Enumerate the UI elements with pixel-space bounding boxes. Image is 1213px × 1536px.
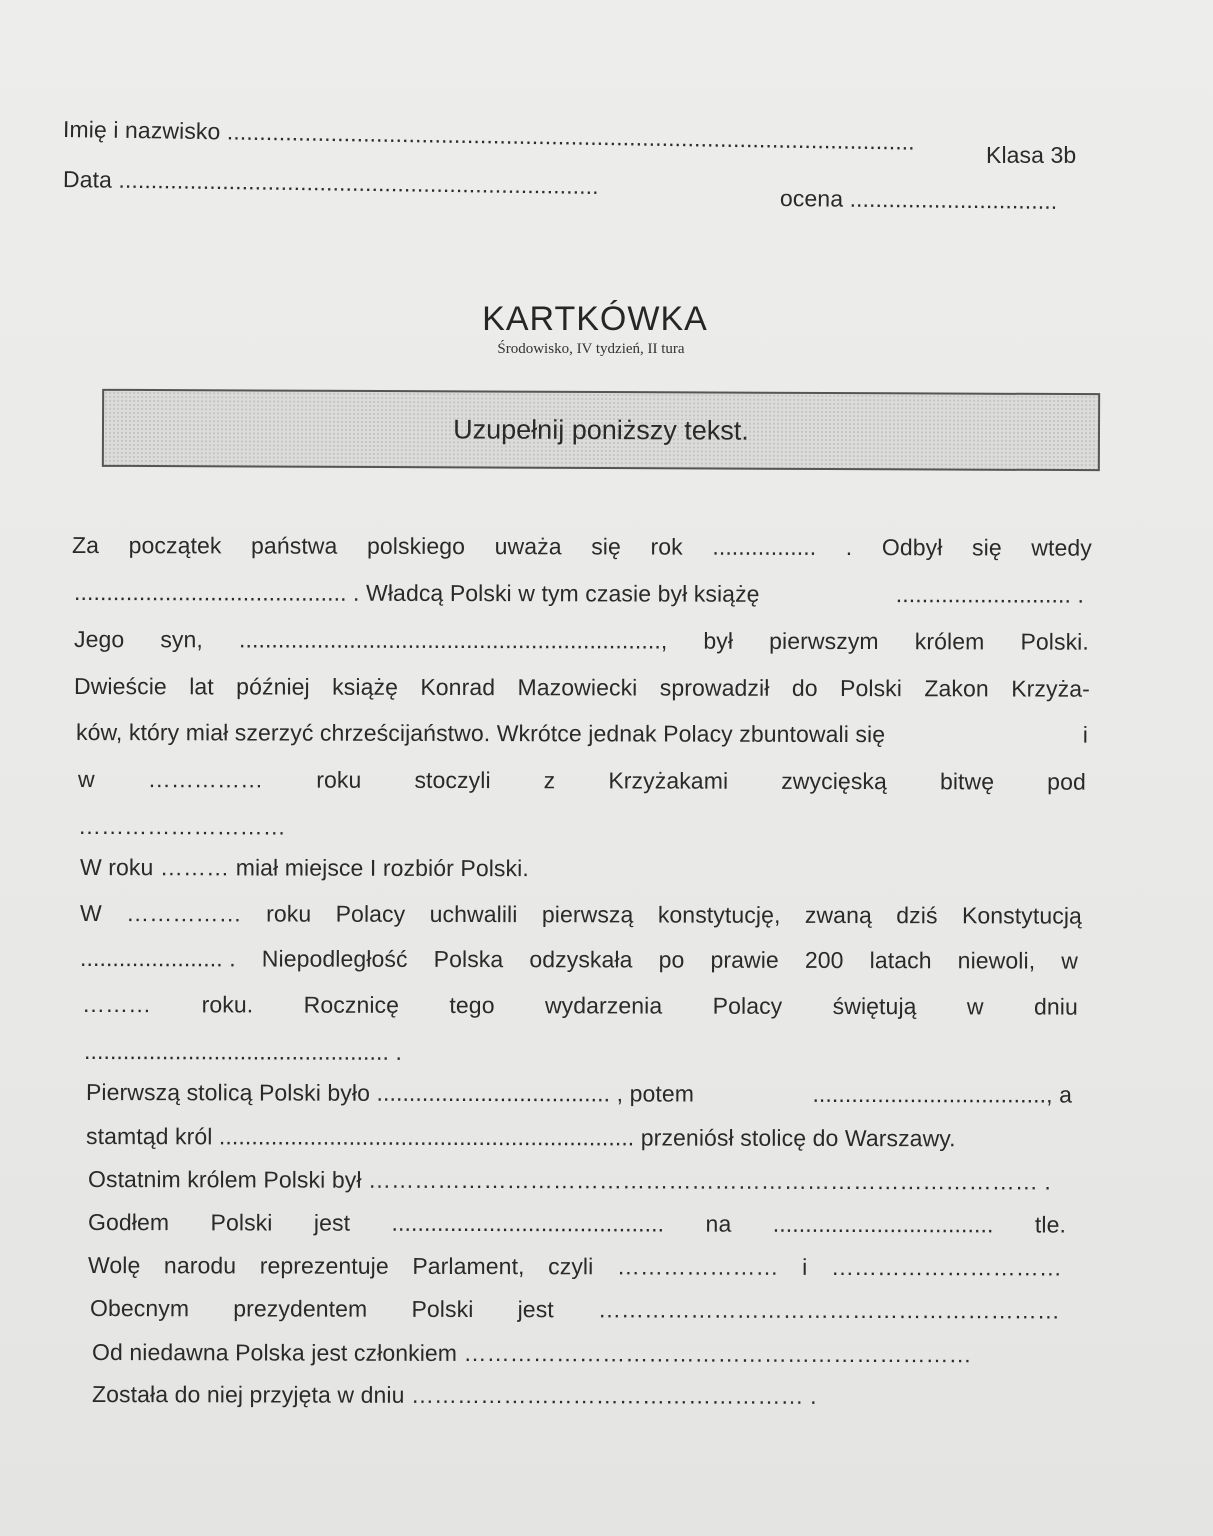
- text-fragment: ..................................: [772, 1210, 994, 1238]
- text-fragment: Rocznicę: [303, 991, 400, 1018]
- text-fragment: Krzyżakami: [608, 767, 729, 794]
- text-fragment: rok: [650, 533, 683, 560]
- text-fragment: roku: [266, 900, 312, 927]
- text-fragment: Polski.: [1020, 628, 1089, 655]
- text-line: [82, 990, 1078, 1021]
- text-fragment: w: [1061, 947, 1079, 974]
- text-fragment: do: [791, 674, 818, 701]
- text-fragment: latach: [869, 947, 932, 974]
- text-fragment: …………………………: [830, 1253, 1063, 1281]
- text-line: [86, 1078, 1072, 1109]
- text-fragment: Pierwszą stolicą Polski było .................................... , potem: [85, 1079, 695, 1107]
- instruction-text: Uzupełnij poniższy tekst.: [453, 414, 749, 446]
- text-fragment: Ostatnim królem Polski był …………………………………………………………………………… .: [87, 1166, 1051, 1195]
- text-fragment: reprezentuje: [259, 1252, 389, 1279]
- text-fragment: 200: [804, 946, 844, 973]
- text-fragment: odzyskała: [529, 946, 633, 973]
- text-fragment: roku: [316, 766, 362, 793]
- text-fragment: w: [966, 993, 984, 1020]
- instruction-box: [102, 389, 1100, 471]
- text-fragment: w: [77, 766, 95, 793]
- text-fragment: dziś: [896, 902, 938, 929]
- text-line: [88, 1165, 1051, 1196]
- text-fragment: królem: [914, 628, 985, 655]
- text-fragment: prawie: [710, 946, 779, 973]
- text-fragment: pierwszą: [541, 901, 634, 928]
- text-fragment: Krzyża-: [1011, 675, 1090, 702]
- text-fragment: zwaną: [804, 901, 872, 929]
- text-fragment: Polski: [210, 1209, 273, 1236]
- text-fragment: państwa: [251, 532, 338, 559]
- text-fragment: .: [845, 534, 853, 561]
- text-fragment: ………………………: [77, 813, 286, 840]
- text-fragment: tle.: [1034, 1211, 1067, 1238]
- text-fragment: Polska: [433, 945, 504, 973]
- text-fragment: zwycięską: [781, 767, 887, 795]
- text-line: [88, 1251, 1062, 1282]
- text-fragment: Za: [71, 532, 100, 559]
- text-fragment: wtedy: [1031, 534, 1092, 561]
- page-subtitle: Środowisko, IV tydzień, II tura: [497, 341, 685, 357]
- text-line: [88, 1208, 1066, 1239]
- text-fragment: konstytucję,: [657, 901, 781, 928]
- text-line: [78, 812, 286, 841]
- text-fragment: W: [79, 900, 102, 927]
- text-line: [86, 1122, 1068, 1153]
- text-fragment: czyli: [548, 1253, 594, 1280]
- text-fragment: Dwieście: [73, 673, 167, 700]
- text-line: [80, 899, 1082, 930]
- text-fragment: po: [658, 946, 685, 973]
- text-fragment: na: [705, 1210, 732, 1237]
- text-fragment: ……………: [126, 900, 242, 927]
- text-fragment: ............................................... .: [83, 1038, 403, 1065]
- text-fragment: i: [1082, 721, 1089, 748]
- text-line: [92, 1338, 972, 1368]
- text-fragment: ………: [81, 991, 152, 1018]
- text-line: [74, 672, 1090, 703]
- text-fragment: ...................................., a: [812, 1080, 1073, 1108]
- text-fragment: Parlament,: [412, 1252, 525, 1280]
- text-line: [84, 1037, 402, 1066]
- text-fragment: się: [971, 534, 1002, 561]
- text-fragment: Wolę: [87, 1252, 141, 1279]
- text-fragment: jest: [517, 1296, 554, 1323]
- grade-field: ocena ................................: [779, 185, 1058, 214]
- text-fragment: Odbył: [881, 534, 943, 561]
- text-fragment: Polacy: [335, 900, 406, 927]
- text-fragment: Niepodległość: [261, 945, 408, 972]
- text-line: [80, 853, 529, 882]
- text-fragment: narodu: [163, 1252, 237, 1279]
- text-fragment: Godłem: [87, 1209, 170, 1236]
- text-line: [92, 1380, 817, 1410]
- text-fragment: świętują: [832, 992, 917, 1020]
- text-fragment: Konrad: [420, 673, 496, 701]
- text-fragment: roku.: [201, 991, 254, 1018]
- text-fragment: polskiego: [366, 532, 466, 560]
- text-fragment: .......................................... . Władcą Polski w tym czasie był książę: [73, 579, 760, 607]
- text-line: [80, 944, 1078, 975]
- text-fragment: syn,: [160, 626, 203, 653]
- text-fragment: Od niedawna Polska jest członkiem …………………………………………………………: [91, 1339, 972, 1368]
- text-fragment: bitwę: [939, 768, 995, 795]
- date-field: Data ..........................................................................: [62, 166, 599, 200]
- text-fragment: ……………………………………………………: [597, 1296, 1060, 1324]
- text-fragment: pod: [1047, 768, 1086, 795]
- text-fragment: ków, który miał szerzyć chrześcijaństwo. Wkrótce jednak Polacy zbuntowali się: [75, 719, 886, 748]
- text-fragment: ……………: [147, 766, 264, 793]
- text-fragment: ...................... .: [79, 945, 236, 972]
- text-fragment: .................................................................,: [238, 626, 668, 654]
- text-fragment: wydarzenia: [544, 992, 663, 1019]
- text-fragment: z: [543, 767, 556, 794]
- text-fragment: Konstytucją: [961, 902, 1082, 929]
- text-fragment: prezydentem: [233, 1295, 368, 1322]
- text-fragment: Polski: [840, 675, 903, 702]
- text-fragment: był: [703, 627, 734, 654]
- class-label: Klasa 3b: [986, 142, 1077, 168]
- name-field: Imię i nazwisko ..........................................................................................................: [62, 116, 915, 155]
- text-line: [90, 1294, 1060, 1325]
- text-fragment: Polski: [411, 1295, 474, 1323]
- text-fragment: …………………: [616, 1253, 779, 1280]
- text-fragment: Jego: [73, 626, 125, 653]
- text-fragment: sprowadził: [659, 674, 770, 701]
- text-line: [78, 765, 1086, 796]
- text-fragment: się: [591, 533, 621, 560]
- text-fragment: tego: [449, 991, 495, 1019]
- text-line: [74, 625, 1089, 656]
- text-line: [74, 578, 1084, 609]
- text-fragment: lat: [189, 673, 214, 700]
- text-fragment: uchwalili: [429, 900, 518, 928]
- text-fragment: dniu: [1033, 993, 1078, 1020]
- text-line: [72, 531, 1092, 562]
- text-fragment: Polacy: [712, 992, 783, 1019]
- text-fragment: W roku ……… miał miejsce I rozbiór Polski.: [79, 854, 529, 882]
- text-fragment: i: [802, 1253, 808, 1280]
- text-fragment: ..........................................: [391, 1209, 665, 1237]
- text-fragment: ........................... .: [895, 581, 1085, 608]
- text-fragment: ................: [712, 533, 817, 560]
- text-fragment: Została do niej przyjęta w dniu …………………………………………… .: [91, 1381, 817, 1409]
- text-fragment: początek: [128, 532, 222, 559]
- text-fragment: uważa: [494, 533, 562, 560]
- text-fragment: Obecnym: [89, 1295, 190, 1322]
- text-fragment: pierwszym: [769, 627, 879, 655]
- text-fragment: stoczyli: [414, 766, 491, 794]
- text-line: [76, 718, 1088, 749]
- text-fragment: Mazowiecki: [517, 674, 638, 701]
- text-fragment: później: [236, 673, 310, 700]
- text-fragment: stamtąd król ................................................................ przeniósł stolicę do Warszawy.: [85, 1123, 956, 1152]
- page-title: KARTKÓWKA: [482, 300, 708, 338]
- text-fragment: niewoli,: [957, 947, 1036, 974]
- text-fragment: Zakon: [924, 675, 989, 702]
- text-fragment: jest: [313, 1209, 351, 1236]
- text-fragment: książę: [332, 673, 399, 700]
